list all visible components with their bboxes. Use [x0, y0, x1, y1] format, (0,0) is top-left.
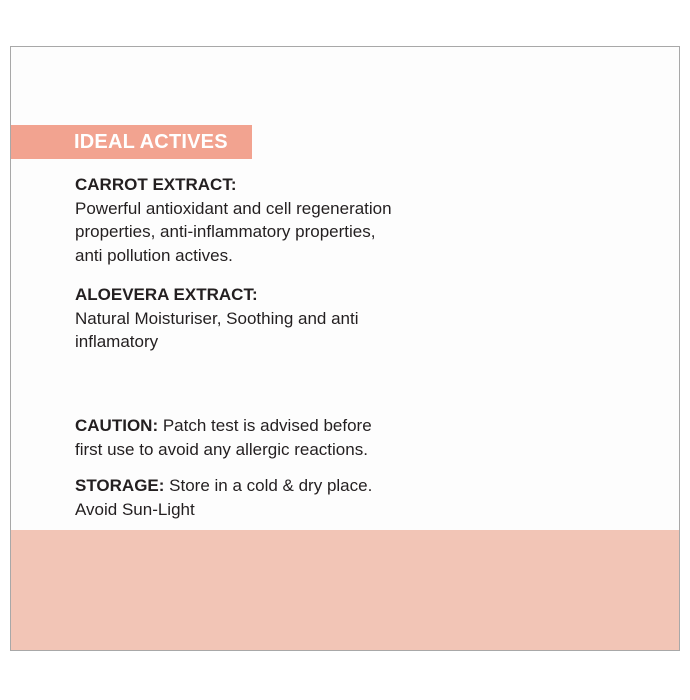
carrot-extract-section — [75, 173, 435, 267]
caution-line-1 — [75, 414, 415, 438]
banner-title: IDEAL ACTIVES — [74, 131, 228, 153]
carrot-extract-line-2: properties, anti-inflammatory properties, — [75, 222, 376, 241]
aloevera-extract-heading: ALOEVERA EXTRACT: — [75, 285, 258, 304]
bottom-color-band — [11, 530, 679, 651]
caution-section — [75, 414, 415, 461]
carrot-extract-line-1: Powerful antioxidant and cell regeneration — [75, 198, 392, 218]
carrot-extract-heading: CARROT EXTRACT: — [75, 175, 237, 194]
aloevera-extract-line-2: inflamatory — [75, 332, 159, 351]
storage-text-1: Store in a cold & dry place. — [164, 476, 373, 495]
aloevera-extract-section — [75, 283, 405, 354]
aloevera-extract-line-1: Natural Moisturiser, Soothing and anti — [75, 308, 359, 328]
product-info-card — [10, 46, 680, 651]
storage-line-1 — [75, 474, 415, 498]
storage-line-2: Avoid Sun-Light — [75, 499, 195, 519]
storage-label: STORAGE: — [75, 476, 165, 495]
ideal-actives-banner — [11, 125, 252, 159]
caution-label: CAUTION: — [75, 416, 159, 435]
carrot-extract-line-3: anti pollution actives. — [75, 245, 233, 265]
storage-section — [75, 474, 415, 521]
caution-line-2: first use to avoid any allergic reactions. — [75, 439, 368, 459]
caution-text-1: Patch test is advised before — [158, 416, 372, 435]
